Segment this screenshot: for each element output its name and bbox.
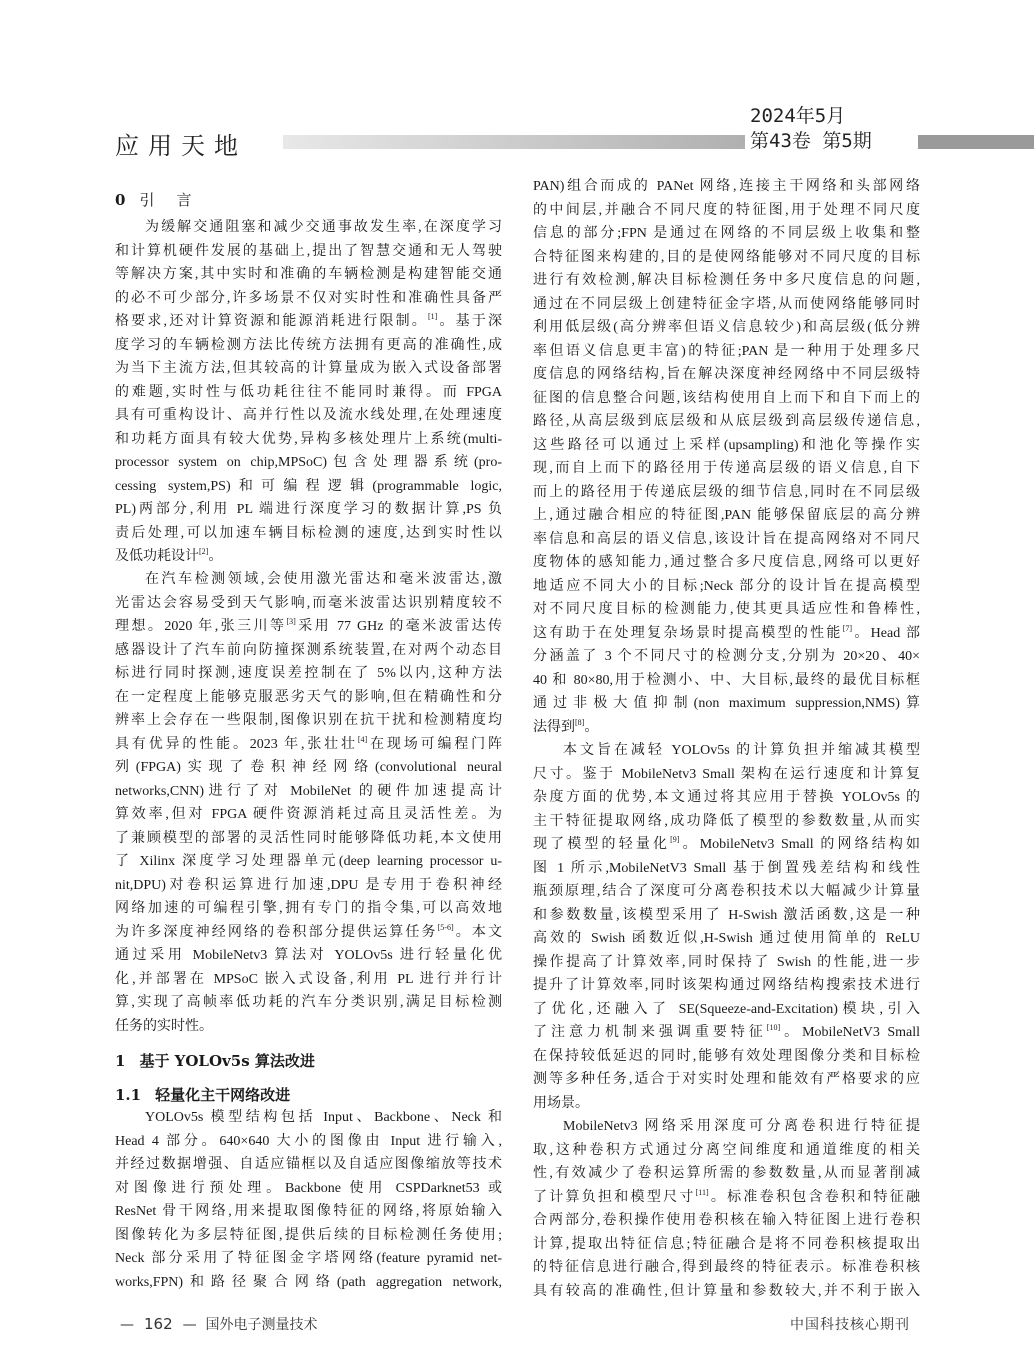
text-run: 感器设计了汽车前向防撞探测系统装置,在对两个动态目 (115, 642, 502, 658)
page-number: 162 (144, 1315, 173, 1333)
text-line (533, 692, 920, 716)
paragraph (533, 739, 920, 1115)
text-line (115, 639, 502, 663)
text-line (115, 428, 502, 452)
text-line (115, 615, 502, 639)
text-run: 操作提高了计算效率,同时保持了 Swish 的性能,进一步 (533, 954, 920, 970)
text-line (533, 316, 920, 340)
text-line (115, 780, 502, 804)
text-run: works,FPN)和路径聚合网络(path aggregation network, (115, 1274, 502, 1290)
text-run: 了计算负担和模型尺寸 (533, 1189, 696, 1205)
text-line (533, 598, 920, 622)
text-line (115, 850, 502, 874)
citation-ref[interactable]: [2] (199, 547, 209, 556)
text-run: networks,CNN)进行了对 MobileNet 的硬件加速提高计 (115, 783, 502, 799)
text-line (115, 545, 502, 569)
text-line (533, 504, 920, 528)
text-run: ResNet 骨干网络,用来提取图像特征的网络,将原始输入 (115, 1204, 502, 1219)
text-run: 算效率,但对 FPGA 硬件资源消耗过高且灵活性差。为 (115, 807, 502, 822)
text-line (533, 951, 920, 975)
text-run: 而上的路径用于传递底层级的细节信息,同时在不同层级 (533, 484, 920, 500)
text-run: 及低功耗设计 (115, 549, 199, 564)
text-run: 和计算机硬件发展的基础上,提出了智慧交通和无人驾驶 (115, 243, 502, 259)
text-run: 图像转化为多层特征图,提供后续的目标检测任务使用; (115, 1227, 502, 1243)
text-run: 。MobileNetV3 Small (780, 1025, 921, 1040)
text-run: 。 (584, 719, 599, 735)
paragraph (115, 216, 502, 569)
text-line (533, 880, 920, 904)
paragraph (533, 175, 920, 739)
heading-number: 1 (115, 1052, 126, 1070)
text-run: 和功耗方面具有较大优势,异构多核处理片上系统(multi- (115, 431, 502, 447)
text-line (533, 1256, 920, 1280)
text-run: 了 Xilinx 深度学习处理器单元(deep learning processor u- (115, 854, 502, 869)
text-run: 通过采用 MobileNetv3 算法对 YOLOv5s 进行轻量化优 (115, 948, 502, 963)
text-line (533, 481, 920, 505)
text-run: 采用 77 GHz 的毫米波雷达传 (295, 619, 503, 634)
section-heading-intro (115, 188, 213, 212)
text-line (115, 1130, 502, 1154)
text-line (533, 645, 920, 669)
text-line (115, 756, 502, 780)
text-line (115, 287, 502, 311)
text-run: 征图的信息整合问题,该结构使用自上而下和自下而上的 (533, 390, 920, 406)
text-run: 这有助于在处理复杂场景时提高模型的性能 (533, 625, 843, 641)
text-line (533, 575, 920, 599)
citation-ref[interactable]: [1] (427, 312, 438, 321)
text-run: 度物体的感知能力,通过整合多尺度信息,网络可以更好 (533, 555, 920, 570)
text-line (533, 622, 920, 646)
text-run: 信息的部分;FPN 是通过在网络的不同层级上收集和整 (533, 226, 920, 241)
subsection-heading-1-1 (115, 1083, 290, 1107)
text-run: PL)两部分,利用 PL 端进行深度学习的数据计算,PS 负 (115, 502, 502, 517)
text-line (533, 669, 920, 693)
text-line (533, 387, 920, 411)
text-line (115, 827, 502, 851)
text-run: 。标准卷积包含卷积和特征融 (708, 1189, 921, 1205)
text-run: 的必不可少部分,许多场景不仅对实时性和准确性具备严 (115, 290, 502, 306)
text-run: 的特征信息进行融合,得到最终的特征表示。标准卷积核 (533, 1260, 920, 1275)
text-line (533, 833, 920, 857)
citation-ref[interactable]: [9] (670, 835, 680, 844)
text-line (533, 1209, 920, 1233)
text-run: 。本文 (453, 924, 503, 940)
text-line (115, 1224, 502, 1248)
text-line (533, 1139, 920, 1163)
text-line (533, 1280, 920, 1304)
text-line (533, 857, 920, 881)
citation-ref[interactable]: [5-6] (437, 922, 454, 932)
text-run: 在一定程度上能够克服恶劣天气的影响,但在精确性和分 (115, 689, 502, 705)
text-line (115, 592, 502, 616)
text-line (533, 1021, 920, 1045)
citation-ref[interactable]: [3] (286, 617, 296, 626)
text-line (115, 662, 502, 686)
text-run: 算,实现了高帧率低功耗的汽车分类识别,满足目标检测 (115, 995, 502, 1010)
text-run: 性,有效减少了卷积运算所需的参数数量,从而显著削减 (533, 1166, 920, 1181)
text-line (533, 175, 920, 199)
text-line (533, 1115, 920, 1139)
text-run: 计算,提取出特征信息;特征融合是将不同卷积核提取出 (533, 1236, 920, 1252)
text-line (533, 739, 920, 763)
heading-number: 1.1 (115, 1086, 142, 1104)
text-run: 度学习的车辆检测方法比传统方法拥有更高的准确性,成 (115, 337, 502, 353)
text-line (115, 310, 502, 334)
text-run: 为许多深度神经网络的卷积部分提供运算任务 (115, 924, 438, 940)
text-run: Neck 部分采用了特征图金字塔网络(feature pyramid net- (115, 1251, 502, 1266)
dash: — (182, 1317, 197, 1333)
text-run: MobileNetv3 网络采用深度可分离卷积进行特征提 (563, 1119, 920, 1134)
text-line (115, 921, 502, 945)
heading-number: 0 (115, 191, 126, 209)
text-run: 等解决方案,其中实时和准确的车辆检测是构建智能交通 (115, 267, 502, 282)
text-run: 列(FPGA)实现了卷积神经网络(convolutional neural (115, 760, 502, 775)
text-line (115, 897, 502, 921)
text-run: 理想。2020 年,张三川等 (115, 619, 287, 634)
text-run: 瓶颈原理,结合了深度可分离卷积技术以大幅减少计算量 (533, 884, 920, 899)
text-line (533, 904, 920, 928)
text-line (115, 874, 502, 898)
header-right-bar (918, 135, 1034, 149)
text-run: 路径,从高层级到底层级和从底层级到高层级传递信息, (533, 414, 920, 429)
text-run: 。MobileNetv3 Small 的网络结构如 (679, 837, 921, 852)
text-run: 法得到 (533, 719, 575, 735)
text-run: 进行有效检测,解决目标检测任务中多尺度信息的问题, (533, 273, 920, 288)
text-line (533, 528, 920, 552)
text-run: 格要求,还对计算资源和能源消耗进行限制。 (115, 314, 428, 329)
text-run: 具有可重构设计、高并行性以及流水线处理,在处理速度 (115, 408, 502, 423)
volume-issue: 第43卷 第5期 (750, 130, 872, 152)
text-run: 任务的实时性。 (115, 1018, 213, 1034)
text-run: 化,并部署在 MPSoC 嵌入式设备,利用 PL 进行并行计 (115, 971, 502, 987)
heading-title: 引言 (139, 191, 214, 209)
text-line (115, 381, 502, 405)
text-line (533, 457, 920, 481)
dash: — (120, 1317, 134, 1333)
text-line (115, 522, 502, 546)
paragraph (533, 1115, 920, 1303)
text-run: 40 和 80×80,用于检测小、中、大目标,最终的最优目标框 (533, 672, 920, 688)
text-line (533, 1186, 920, 1210)
text-run: 度信息的网络结构,旨在解决深度神经网络中不同层级特 (533, 367, 920, 382)
text-line (533, 222, 920, 246)
text-line (115, 968, 502, 992)
text-run: PAN)组合而成的 PANet 网络,连接主干网络和头部网络 (533, 179, 920, 194)
text-run: 的中间层,并融合不同尺度的特征图,用于处理不同尺度 (533, 202, 920, 218)
text-run: cessing system,PS)和可编程逻辑(programmable logic, (115, 478, 502, 494)
text-run: 提升了计算效率,同时该架构通过网络结构搜索技术进行 (533, 978, 920, 993)
text-line (533, 974, 920, 998)
text-run: 为当下主流方法,但其较高的计算量成为嵌入式设备部署 (115, 361, 502, 376)
text-line (115, 1247, 502, 1271)
text-run: 光雷达会容易受到天气影响,而毫米波雷达识别精度较不 (115, 595, 502, 611)
text-run: 和参数数量,该模型采用了 H-Swish 激活函数,这是一种 (533, 907, 920, 923)
footer-journal-tag: 中国科技核心期刊 (790, 1317, 910, 1333)
text-run: 通过非极大值抑制(non maximum suppression,NMS)算 (533, 696, 920, 711)
text-run: 在保持较低延迟的同时,能够有效处理图像分类和目标检 (533, 1048, 920, 1064)
text-line (115, 216, 502, 240)
text-line (115, 733, 502, 757)
text-line (533, 551, 920, 575)
text-line (115, 1200, 502, 1224)
text-line (115, 334, 502, 358)
text-run: 在现场可编程门阵 (367, 736, 503, 752)
text-run: 主干特征提取网络,成功降低了模型的参数数量,从而实 (533, 813, 920, 829)
text-line (115, 803, 502, 827)
text-run: 利用低层级(高分辨率但语义信息较少)和高层级(低分辨 (533, 320, 920, 335)
text-run: 对不同尺度目标的检测能力,使其更具适应性和鲁棒性, (533, 602, 920, 617)
text-line (115, 404, 502, 428)
footer-page-info (120, 1314, 318, 1334)
text-line (533, 786, 920, 810)
section-heading-1 (115, 1049, 315, 1073)
issue-date: 2024年5月 (750, 105, 846, 127)
text-line (533, 1162, 920, 1186)
text-run: processor system on chip,MPSoC)包含处理器系统(pro- (115, 455, 502, 470)
text-run: 图 1 所示,MobileNetV3 Small 基于倒置残差结构和线性 (533, 860, 920, 876)
paragraph (115, 568, 502, 1038)
text-run: 责后处理,可以加速车辆目标检测的速度,达到实时性以 (115, 525, 502, 541)
heading-title: 基于 YOLOv5s 算法改进 (139, 1052, 315, 1070)
text-line (115, 709, 502, 733)
text-run: 为缓解交通阻塞和减少交通事故发生率,在深度学习 (145, 220, 502, 235)
text-run: 在汽车检测领域,会使用激光雷达和毫米波雷达,激 (145, 572, 502, 587)
text-run: 。 (208, 549, 223, 564)
text-run: 通过在不同层级上创建特征金字塔,从而使网络能够同时 (533, 296, 920, 312)
citation-ref[interactable]: [7] (842, 623, 853, 633)
citation-ref[interactable]: [4] (357, 734, 368, 744)
text-line (115, 991, 502, 1015)
text-line (115, 240, 502, 264)
text-run: 上,通过融合相应的特征图,PAN 能够保留底层的高分辨 (533, 508, 920, 523)
text-line (115, 944, 502, 968)
text-run: 这些路径可以通过上采样(upsampling)和池化等操作实 (533, 437, 920, 453)
text-line (533, 434, 920, 458)
text-line (533, 199, 920, 223)
text-line (533, 716, 920, 740)
text-line (533, 1233, 920, 1257)
text-run: 。Head 部 (852, 625, 921, 641)
text-run: 杂度方面的优势,本文通过将其应用于替换 YOLOv5s 的 (533, 790, 920, 805)
text-run: 合两部分,卷积操作使用卷积核在输入特征图上进行卷积 (533, 1213, 920, 1228)
header-gradient-bar (283, 135, 745, 149)
text-run: YOLOv5s 模型结构包括 Input、Backbone、Neck 和 (145, 1110, 502, 1125)
text-run: 标进行同时探测,速度误差控制在了 5%以内,这种方法 (115, 666, 502, 681)
text-line (115, 357, 502, 381)
text-line (533, 1045, 920, 1069)
text-run: 取,这种卷积方式通过分离空间维度和通道维度的相关 (533, 1142, 920, 1158)
text-run: 分涵盖了 3 个不同尺寸的检测分支,分别为 20×20、40× (533, 649, 920, 664)
text-line (115, 1271, 502, 1295)
text-run: 高效的 Swish 函数近似,H-Swish 通过使用简单的 ReLU (533, 931, 920, 946)
text-line (533, 340, 920, 364)
text-line (533, 363, 920, 387)
text-line (115, 1106, 502, 1130)
heading-title: 轻量化主干网络改进 (155, 1086, 291, 1104)
text-line (115, 451, 502, 475)
text-run: 了优化,还融入了 SE(Squeeze-and-Excitation)模块,引入 (533, 1001, 920, 1017)
text-run: 尺寸。鉴于 MobileNetv3 Small 架构在运行速度和计算复 (533, 766, 920, 782)
text-line (115, 1153, 502, 1177)
text-line (533, 763, 920, 787)
text-run: 对图像进行预处理。Backbone 使用 CSPDarknet53 或 (115, 1180, 502, 1196)
text-run: 本文旨在减轻 YOLOv5s 的计算负担并缩减其模型 (563, 743, 920, 758)
text-line (533, 410, 920, 434)
text-run: 的难题,实时性与低功耗往往不能同时兼得。而 FPGA (115, 384, 502, 400)
text-run: 辨率上会存在一些限制,图像识别在抗干扰和检测精度均 (115, 713, 502, 728)
text-run: 率信息和高层的语义信息,该设计旨在提高网络对不同尺 (533, 531, 920, 547)
text-run: 网络加速的可编程引擎,拥有专门的指令集,可以高效地 (115, 901, 502, 916)
text-run: 现了模型的轻量化 (533, 837, 671, 852)
text-line (115, 686, 502, 710)
text-run: 测等多种任务,适合于对实时处理和能效有严格要求的应 (533, 1072, 920, 1087)
citation-ref[interactable]: [8] (575, 717, 585, 727)
text-line (533, 293, 920, 317)
text-line (115, 1177, 502, 1201)
text-run: 。基于深 (437, 314, 503, 329)
text-line (533, 927, 920, 951)
text-run: 了注意力机制来强调重要特征 (533, 1025, 767, 1040)
paragraph (115, 1106, 502, 1294)
text-run: nit,DPU)对卷积运算进行加速,DPU 是专用于卷积神经 (115, 877, 502, 893)
text-line (533, 810, 920, 834)
text-run: 率但语义信息更丰富)的特征;PAN 是一种用于处理多尺 (533, 343, 920, 359)
text-run: 地适应不同大小的目标;Neck 部分的设计旨在提高模型 (533, 578, 920, 594)
text-line (115, 498, 502, 522)
text-run: 了兼顾模型的部署的灵活性同时能够降低功耗,本文使用 (115, 830, 502, 846)
text-line (115, 1015, 502, 1039)
text-run: 具有优异的性能。2023 年,张壮壮 (115, 736, 358, 752)
section-name: 应用天地 (115, 132, 247, 160)
text-run: 用场景。 (533, 1095, 589, 1111)
text-line (533, 1092, 920, 1116)
text-run: 并经过数据增强、自适应锚框以及自适应图像缩放等技术 (115, 1157, 502, 1172)
text-run: 现,而自上而下的路径用于传递高层级的语义信息,自下 (533, 461, 920, 476)
citation-ref[interactable]: [11] (695, 1187, 709, 1197)
text-line (533, 1068, 920, 1092)
text-run: Head 4 部分。640×640 大小的图像由 Input 进行输入, (115, 1133, 502, 1149)
citation-ref[interactable]: [10] (766, 1023, 781, 1032)
text-line (533, 246, 920, 270)
text-line (533, 998, 920, 1022)
journal-name: 国外电子测量技术 (205, 1317, 318, 1333)
text-run: 具有较高的准确性,但计算量和参数较大,并不利于嵌入 (533, 1283, 920, 1299)
text-run: 合特征图来构建的,目的是使网络能够对不同尺度的目标 (533, 249, 920, 265)
text-line (115, 263, 502, 287)
text-line (115, 475, 502, 499)
text-line (533, 269, 920, 293)
text-line (115, 568, 502, 592)
